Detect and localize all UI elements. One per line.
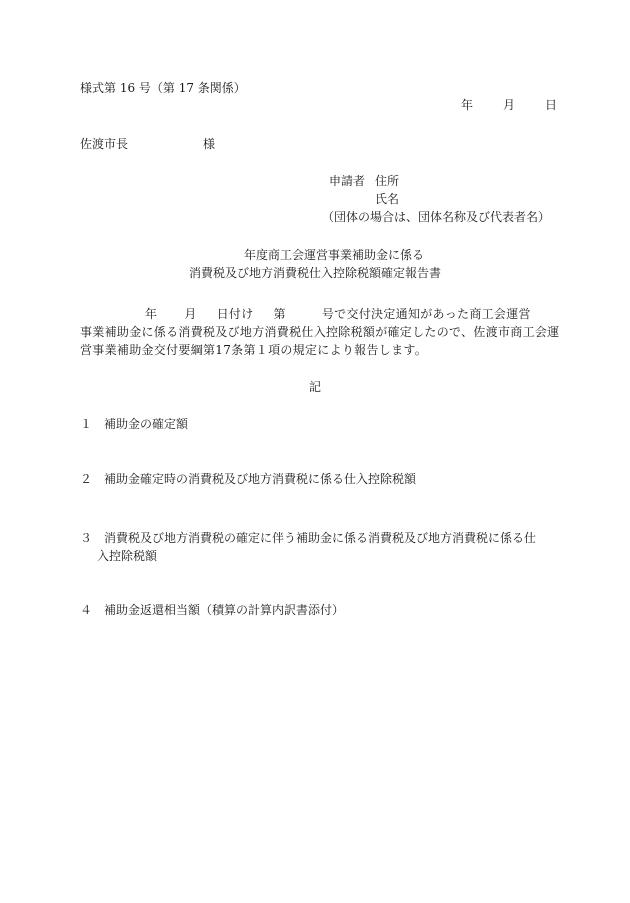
- body-month: 月: [184, 307, 197, 321]
- document-title-line2: 消費税及び地方消費税仕入控除税額確定報告書: [188, 266, 441, 280]
- addressee: [80, 138, 215, 150]
- applicant-label: 申請者: [329, 174, 366, 188]
- body-line-2: 事業補助金に係る消費税及び地方消費税仕入控除税額が確定したので、佐渡市商工会運: [80, 325, 560, 339]
- date-month-label: 月: [503, 98, 516, 112]
- item-number: ３: [80, 531, 93, 545]
- list-item: [80, 473, 416, 485]
- body-line1-rest: 号で交付決定通知があった商工会運営: [321, 307, 531, 321]
- ki-heading: 記: [308, 380, 321, 394]
- applicant-address-label: 住所: [375, 174, 400, 188]
- item-text-continuation: 入控除税額: [97, 549, 158, 563]
- list-item: [80, 529, 536, 565]
- item-text: 補助金返還相当額（積算の計算内訳書添付）: [104, 603, 345, 617]
- body-line-1: [80, 305, 550, 323]
- form-number: 様式第 16 号（第 17 条関係）: [80, 81, 246, 95]
- addressee-honorific: 様: [203, 137, 216, 151]
- body-dai: 第: [273, 307, 286, 321]
- report-date: [461, 99, 557, 111]
- body-dated: 日付け: [216, 307, 254, 321]
- list-item: [80, 604, 344, 616]
- body-line-3: 営事業補助金交付要綱第17条第１項の規定により報告します。: [80, 343, 428, 357]
- date-year-label: 年: [461, 98, 474, 112]
- item-text: 消費税及び地方消費税の確定に伴う補助金に係る消費税及び地方消費税に係る仕: [104, 531, 537, 545]
- applicant-org-note: （団体の場合は、団体名称及び代表者名）: [322, 210, 551, 224]
- body-year: 年: [145, 307, 158, 321]
- date-day-label: 日: [545, 98, 558, 112]
- item-number: ４: [80, 603, 93, 617]
- document-title-line1: 年度商工会運営事業補助金に係る: [243, 248, 424, 262]
- item-number: １: [80, 417, 93, 431]
- applicant-name-label: 氏名: [375, 192, 400, 206]
- report-body-paragraph: [80, 305, 560, 359]
- addressee-name: 佐渡市長: [80, 137, 129, 151]
- item-text: 補助金の確定額: [104, 417, 189, 431]
- item-number: ２: [80, 472, 93, 486]
- item-text: 補助金確定時の消費税及び地方消費税に係る仕入控除税額: [104, 472, 417, 486]
- list-item: [80, 418, 188, 430]
